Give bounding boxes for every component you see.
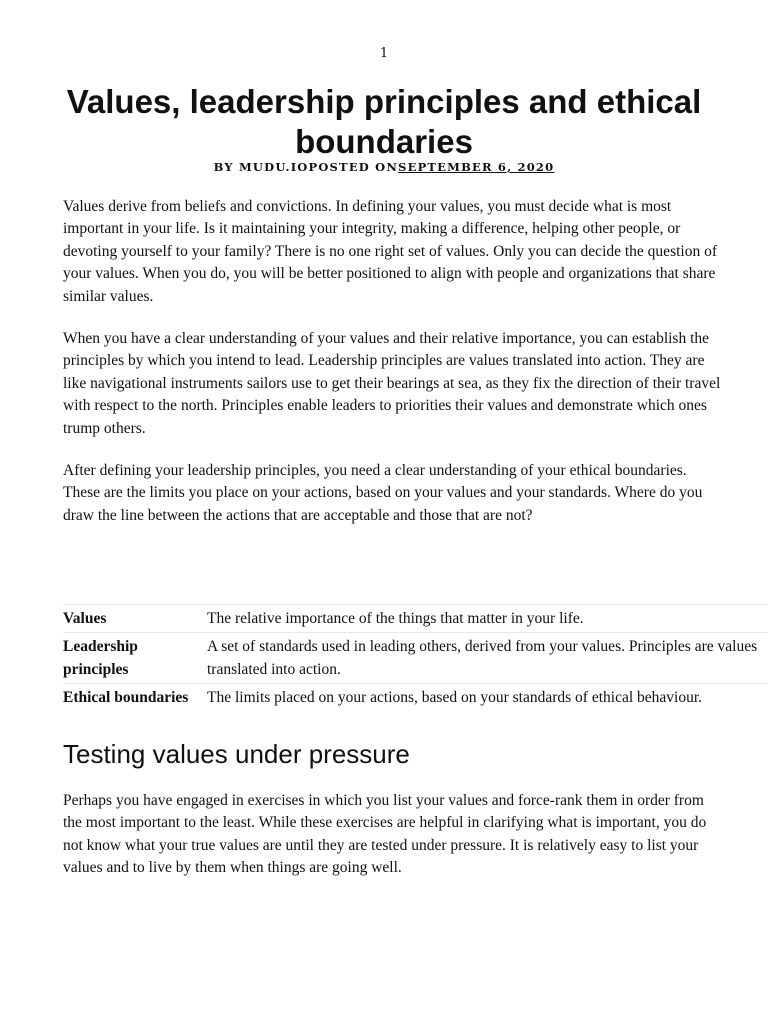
table-definition: The relative importance of the things that matter in your life. (207, 610, 584, 627)
table-term: Ethical boundaries (63, 689, 189, 706)
table-row (63, 605, 768, 633)
byline (0, 160, 768, 174)
table-row (63, 633, 768, 684)
section-heading: Testing values under pressure (63, 739, 410, 769)
table-row (63, 684, 768, 712)
table-definition: The limits placed on your actions, based on your standards of ethical behaviour. (207, 689, 703, 706)
article-title: Values, leadership principles and ethical boundaries (66, 83, 702, 160)
paragraph-testing: Perhaps you have engaged in exercises in which you list your values and force-rank them in order from the most important to the least. While these exercises are helpful in clarifying what is important, you do not know what your true values are until they are tested under pressure. It is relatively easy to list your values and to live by them when things are going well. (63, 792, 707, 877)
byline-date-link[interactable]: SEPTEMBER 6, 2020 (398, 160, 555, 174)
table-term: Leadership principles (63, 638, 138, 678)
article-body (63, 196, 723, 547)
page-number: 1 (379, 46, 389, 61)
paragraph-boundaries: After defining your leadership principles, you need a clear understanding of your ethical boundaries. These are the limits you place on your actions, based on your values and your standards. Where do you draw the line between the actions that are acceptable and those that are not? (63, 462, 703, 524)
paragraph-values: Values derive from beliefs and convictions. In defining your values, you must decide what is most important in your life. Is it maintaining your integrity, making a difference, helping other people, or devoting yourself to your family? There is no one right set of values. Only you can decide the question of your values. When you do, you will be better positioned to align with people and organizations that share similar values. (63, 198, 717, 305)
section-body (63, 790, 723, 900)
byline-author: BY MUDU.IOPOSTED ON (213, 160, 399, 174)
table-definition: A set of standards used in leading others, derived from your values. Principles are values translated into action. (207, 638, 758, 678)
paragraph-principles: When you have a clear understanding of your values and their relative importance, you can establish the principles by which you intend to lead. Leadership principles are values translated into action. They are like navigational instruments sailors use to get their bearings at sea, as they fix the direction of their travel with respect to the north. Principles enable leaders to priorities their values and demonstrate which ones trump others. (63, 330, 721, 437)
definitions-table (63, 604, 768, 711)
table-term: Values (63, 610, 107, 627)
